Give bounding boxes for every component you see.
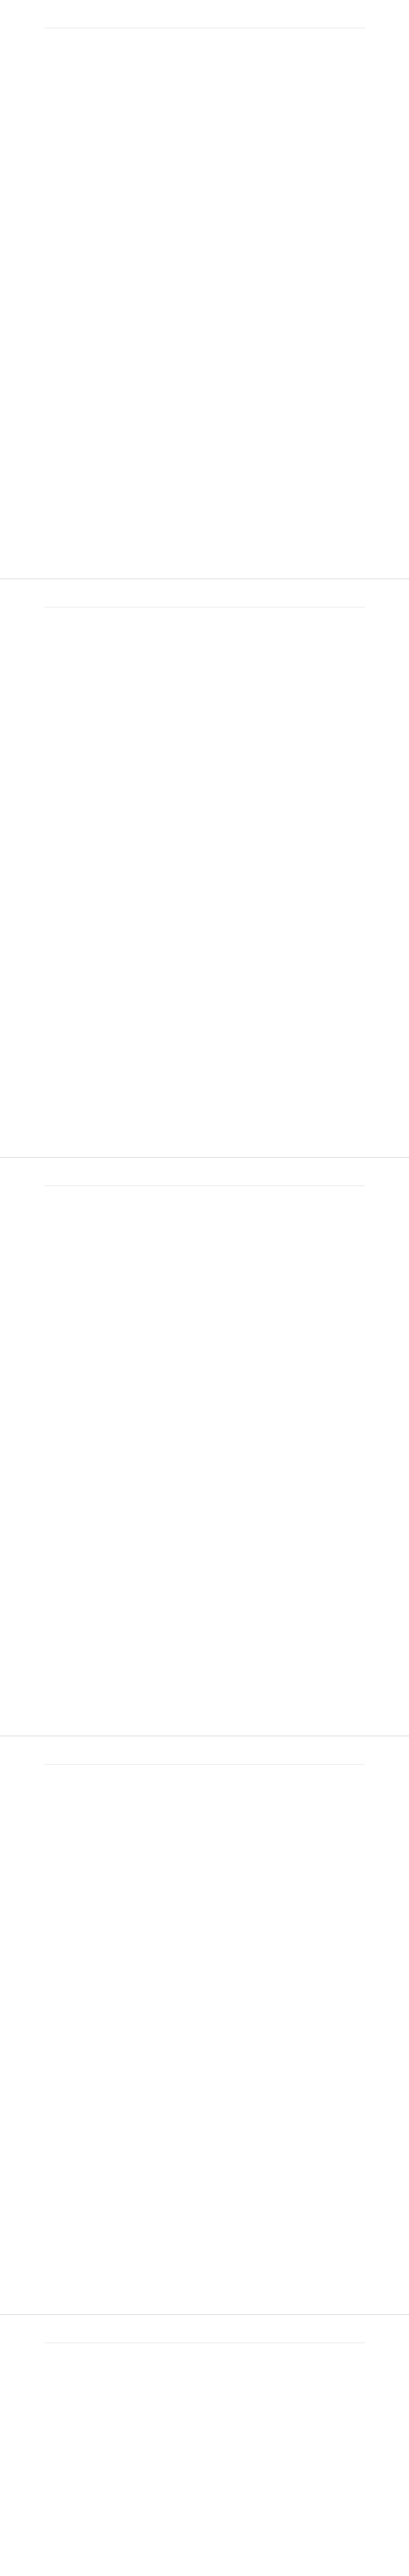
document-page xyxy=(0,2314,409,2576)
document-page xyxy=(0,1157,409,1736)
document-page xyxy=(0,0,409,579)
running-header xyxy=(44,599,365,607)
running-header xyxy=(44,1177,365,1186)
document-page xyxy=(0,1736,409,2314)
running-header xyxy=(44,2334,365,2343)
running-header xyxy=(44,20,365,28)
running-header xyxy=(44,1756,365,1765)
document-page xyxy=(0,579,409,1157)
